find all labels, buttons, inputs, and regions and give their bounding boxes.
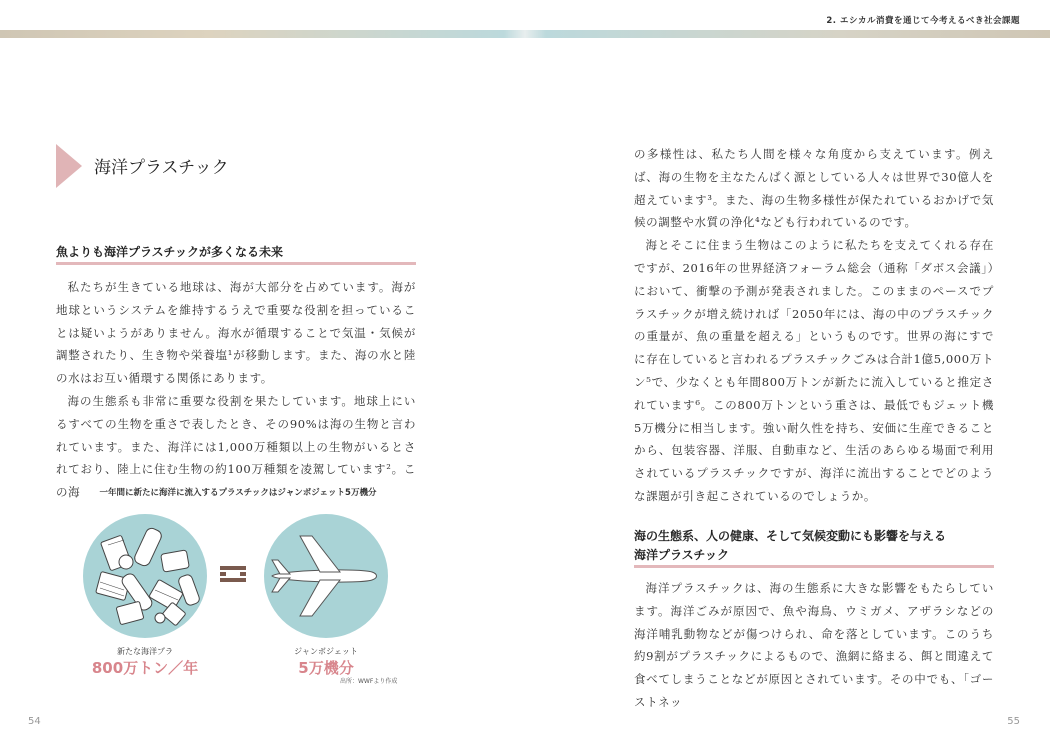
left-subhead-underline — [56, 262, 416, 265]
right-paragraph-3: 海洋プラスチックは、海の生態系に大きな影響をもたらしています。海洋ごみが原因で、魚や海鳥、ウミガメ、アザラシなどの海洋哺乳動物などが傷つけられ、命を落としています。このうち約9割がプラスチックによるもので、漁網に絡まる、餌と間違えて食べてしまうことなどが原因とされています。その中でも、「ゴーストネッ — [634, 581, 994, 709]
figure-title: 一年間に新たに海洋に流入するプラスチックはジャンボジェット5万機分 — [99, 488, 377, 498]
right-subhead-underline — [634, 565, 994, 568]
triangle-marker-icon — [56, 144, 82, 188]
airplane-icon — [264, 514, 388, 638]
left-figure-value: 800万トン／年 — [91, 659, 199, 677]
header-gradient-bar — [0, 30, 1050, 38]
page-number-left: 54 — [28, 716, 41, 727]
right-paragraph-1: の多様性は、私たち人間を様々な角度から支えています。例えば、海の生物を主なたんぱく源としている人々は世界で30億人を超えています³。また、海の生物多様性が保たれているおかげで気候の調整や水質の浄化⁴なども行われているのです。 — [634, 147, 994, 230]
right-body — [634, 143, 994, 508]
section-title: 海洋プラスチック — [94, 158, 229, 178]
right-figure-value: 5万機分 — [298, 659, 354, 677]
equals-icon — [220, 566, 246, 582]
right-paragraph-2: 海とそこに住まう生物はこのように私たちを支えてくれる存在ですが、2016年の世界経済フォーラム総会（通称「ダボス会議」）において、衝撃の予測が発表されました。このままのペースでプラスチックが増え続ければ「2050年には、海の中のプラスチックの重量が、魚の重量を超える」というものです。世界の海にすでに存在していると言われるプラスチックごみは合計1億5,000万トン⁵で、少なくとも年間800万トンが新たに流入していると推定されています⁶。この800万トンという重さは、最低でもジェット機5万機分に相当します。強い耐久性を持ち、安価に生産できることから、包装容器、洋服、自動車など、生活のあらゆる場面で利用されているプラスチックですが、海洋に流出することでどのような課題が引き起こされているのでしょうか。 — [634, 238, 994, 503]
section-heading — [56, 143, 229, 188]
left-paragraph-2: 海の生態系も非常に重要な役割を果たしています。地球上にいるすべての生物を重さで表したとき、その90%は海の生物と言われています。また、海洋には1,000万種類以上の生物がいるとされており、陸上に住む生物の約100万種類を凌駕しています²。この海 — [56, 393, 416, 500]
figure-source: 出所：WWFより作成 — [340, 678, 398, 685]
chapter-title: 2. エシカル消費を通じて今考えるべき社会課題 — [826, 16, 1020, 26]
plastic-waste-icon — [83, 514, 207, 638]
page-number-right: 55 — [1007, 716, 1020, 727]
left-paragraph-1: 私たちが生きている地球は、海が大部分を占めています。海が地球というシステムを維持するうえで重要な役割を担っていることは疑いようがありません。海水が循環することで気温・気候が調整されたり、生き物や栄養塩¹が移動します。また、海の水と陸の水はお互い循環する関係にあります。 — [56, 280, 416, 386]
right-subhead-line2: 海洋プラスチック — [634, 548, 730, 562]
right-figure-label: ジャンボジェット — [294, 647, 358, 656]
right-subhead-line1: 海の生態系、人の健康、そして気候変動にも影響を与える — [634, 529, 947, 543]
left-body — [56, 276, 416, 504]
right-body-2 — [634, 577, 994, 714]
left-subhead: 魚よりも海洋プラスチックが多くなる未来 — [56, 245, 284, 259]
left-figure-label: 新たな海洋プラ — [117, 647, 173, 656]
